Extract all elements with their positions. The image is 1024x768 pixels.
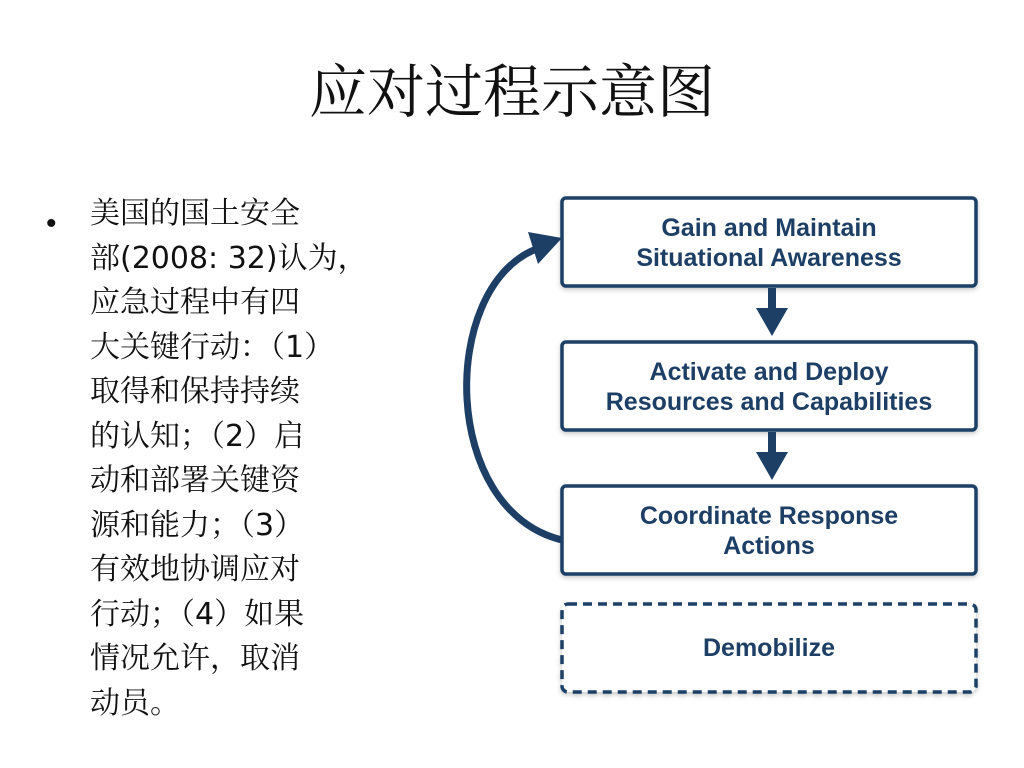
box-label-line: Coordinate Response [639,502,899,530]
box-label-line: Resources and Capabilities [605,388,933,416]
bullet-line: 大关键行动：（1） [90,329,335,365]
bullet-line: 动员。 [90,685,180,721]
bullet-line: 有效地协调应对 [90,552,300,587]
bullet-line: 情况允许，取消 [90,641,300,676]
box-frame [562,486,976,574]
down-arrow-2 [756,432,788,480]
arrow-down-icon [756,308,788,336]
box-frame [562,342,976,430]
box-label-line: Gain and Maintain [661,214,877,242]
loop-back-arrowhead-icon [528,232,562,264]
bullet-dot-icon: • [46,207,57,240]
box-label-line: Demobilize [703,634,835,662]
box-label-line: Actions [723,532,815,560]
arrow-shaft [768,432,776,454]
process-box-activate-deploy [562,342,976,430]
bullet-line: 源和能力；（3） [90,507,305,543]
down-arrow-1 [756,288,788,336]
bullet-line: 部(2008: 32)认为， [90,240,368,276]
box-label-line: Situational Awareness [636,244,902,272]
process-box-coordinate-response [562,486,976,574]
slide-title: 应对过程示意图 [308,58,715,126]
bullet-line: 的认知；（2）启 [90,418,305,454]
bullet-line: 应急过程中有四 [90,285,300,320]
box-frame [562,198,976,286]
box-label-line: Activate and Deploy [649,358,889,386]
arrow-down-icon [756,452,788,480]
process-box-demobilize [562,604,976,692]
bullet-line: 行动；（4）如果 [90,596,305,632]
bullet-line: 美国的国土安全 [90,196,300,231]
loop-back-arrow [467,250,562,540]
arrow-shaft [768,288,776,310]
bullet-line: 取得和保持持续 [90,374,300,409]
process-box-gain-awareness [562,198,976,286]
bullet-line: 动和部署关键资 [90,463,300,498]
